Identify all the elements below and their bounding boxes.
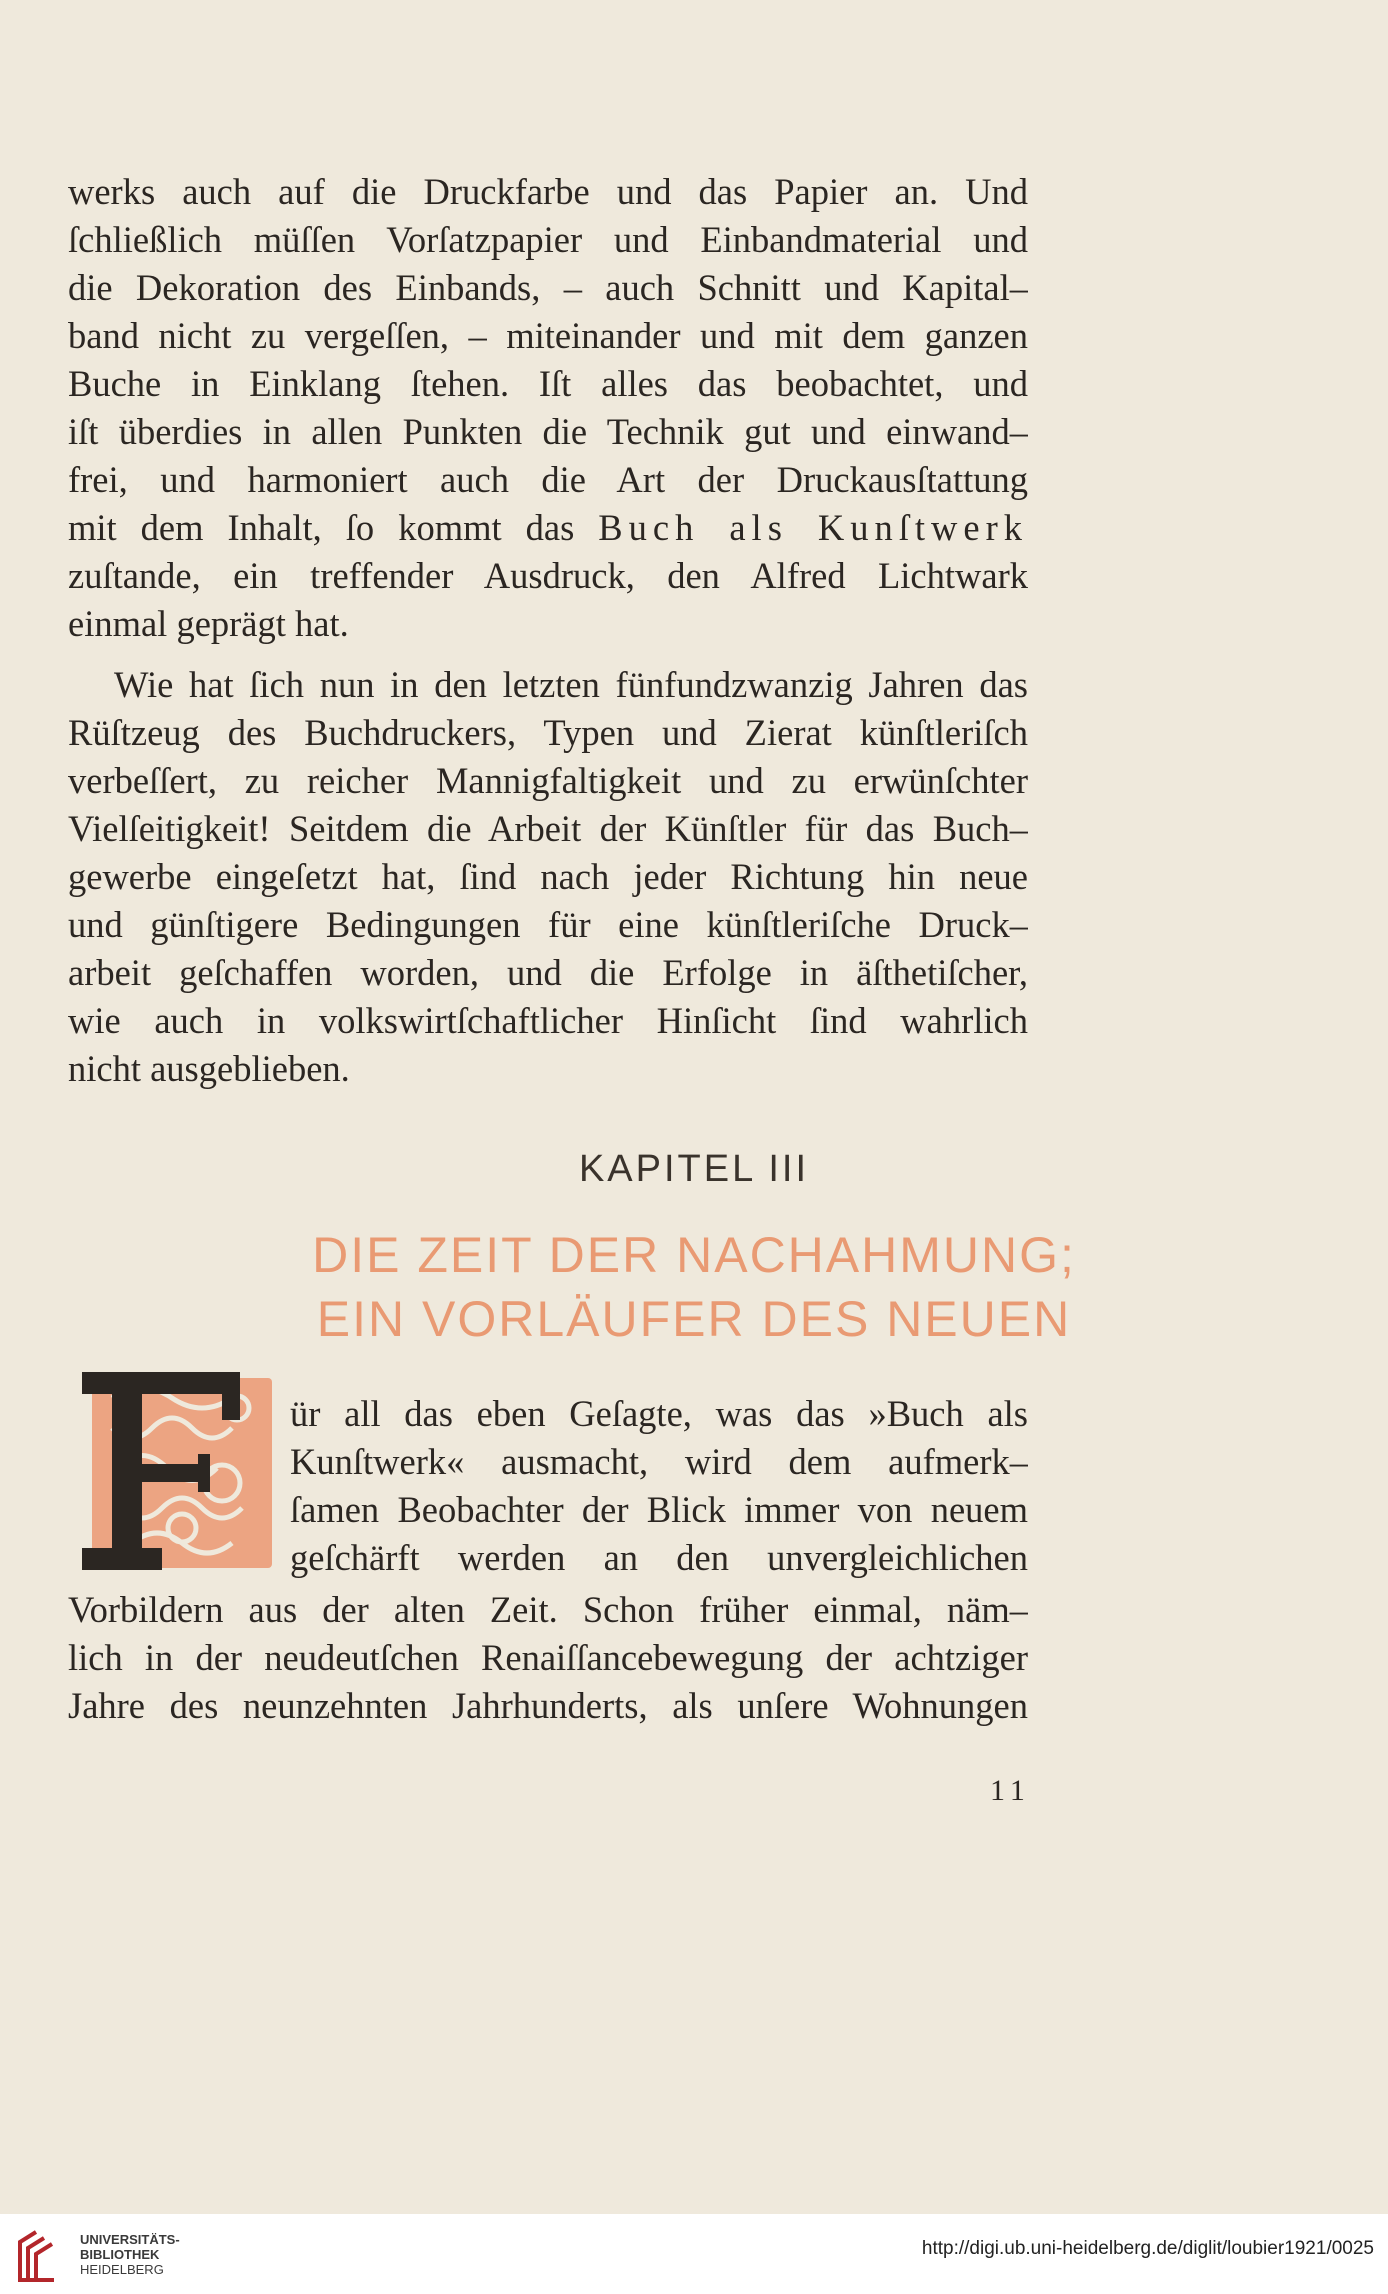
source-url-link[interactable]: http://digi.ub.uni-heidelberg.de/diglit/loubier1921/0025 [921, 2238, 1374, 2259]
chapter-title-line-2: EIN VORLÄUFER DES NEUEN [316, 1291, 1072, 1347]
text-line: die Dekoration des Einbands, – auch Schnitt und Kapital– [68, 267, 1028, 308]
chapter-label: KAPITEL III [578, 1148, 810, 1190]
spaced-phrase: Buch als Kunſtwerk [598, 507, 1028, 548]
paragraph-3-initial-lines [290, 1390, 1028, 1582]
text-line: Buche in Einklang ſtehen. Iſt alles das beobachtet, und [68, 363, 1028, 404]
text-line: ür all das eben Geſagte, was das »Buch als [290, 1393, 1028, 1434]
text-line: verbeſſert, zu reicher Mannigfaltigkeit und zu erwünſchter [68, 760, 1028, 801]
chapter-title-line-1: DIE ZEIT DER NACHAHMUNG; [312, 1227, 1076, 1283]
text-line: gewerbe eingeſetzt hat, ſind nach jeder Richtung hin neue [68, 856, 1028, 897]
text-line: einmal geprägt hat. [68, 603, 349, 644]
text-line: geſchärft werden an den unvergleichlichen [290, 1537, 1028, 1578]
text-line: Wie hat ſich nun in den letzten fünfundzwanzig Jahren das [114, 664, 1028, 705]
library-line-3: HEIDELBERG [80, 2262, 164, 2277]
library-name [80, 2232, 180, 2277]
paragraph-3 [68, 1586, 1028, 1730]
library-logo-icon [14, 2228, 62, 2284]
text-line: zuſtande, ein treffender Ausdruck, den Alfred Lichtwark [68, 555, 1028, 596]
text-line: arbeit geſchaffen worden, und die Erfolge in äſthetiſcher, [68, 952, 1028, 993]
text-line: Rüſtzeug des Buchdruckers, Typen und Zierat künſtleriſch [68, 712, 1028, 753]
library-line-2: BIBLIOTHEK [80, 2247, 160, 2262]
text-line: band nicht zu vergeſſen, – miteinander und mit dem ganzen [68, 315, 1028, 356]
text-line: und günſtigere Bedingungen für eine künſtleriſche Druck– [68, 904, 1028, 945]
page-number: 11 [990, 1774, 1031, 1807]
paragraph-1 [68, 168, 1028, 648]
text-line: wie auch in volkswirtſchaftlicher Hinſicht ſind wahrlich [68, 1000, 1028, 1041]
paragraph-2 [68, 661, 1028, 1093]
text-line: lich in der neudeutſchen Renaiſſancebewegung der achtziger [68, 1637, 1028, 1678]
text-line: nicht ausgeblieben. [68, 1048, 350, 1089]
text-line [68, 504, 1028, 552]
text-segment: mit dem Inhalt, ſo kommt das [68, 507, 575, 548]
text-line: frei, und harmoniert auch die Art der Druckausſtattung [68, 459, 1028, 500]
text-line: werks auch auf die Druckfarbe und das Papier an. Und [68, 171, 1028, 212]
decorated-initial [72, 1368, 276, 1574]
text-line: ſchließlich müſſen Vorſatzpapier und Einbandmaterial und [68, 219, 1028, 260]
footer-bar [0, 2214, 1388, 2294]
text-line: Kunſtwerk« ausmacht, wird dem aufmerk– [290, 1441, 1028, 1482]
text-line: ſamen Beobachter der Blick immer von neuem [290, 1489, 1028, 1530]
text-line: Vielſeitigkeit! Seitdem die Arbeit der Künſtler für das Buch– [68, 808, 1028, 849]
library-line-1: UNIVERSITÄTS- [80, 2232, 180, 2247]
text-line: Jahre des neunzehnten Jahrhunderts, als unſere Wohnungen [68, 1685, 1028, 1726]
text-line: Vorbildern aus der alten Zeit. Schon früher einmal, näm– [68, 1589, 1028, 1630]
text-line: iſt überdies in allen Punkten die Technik gut und einwand– [68, 411, 1028, 452]
